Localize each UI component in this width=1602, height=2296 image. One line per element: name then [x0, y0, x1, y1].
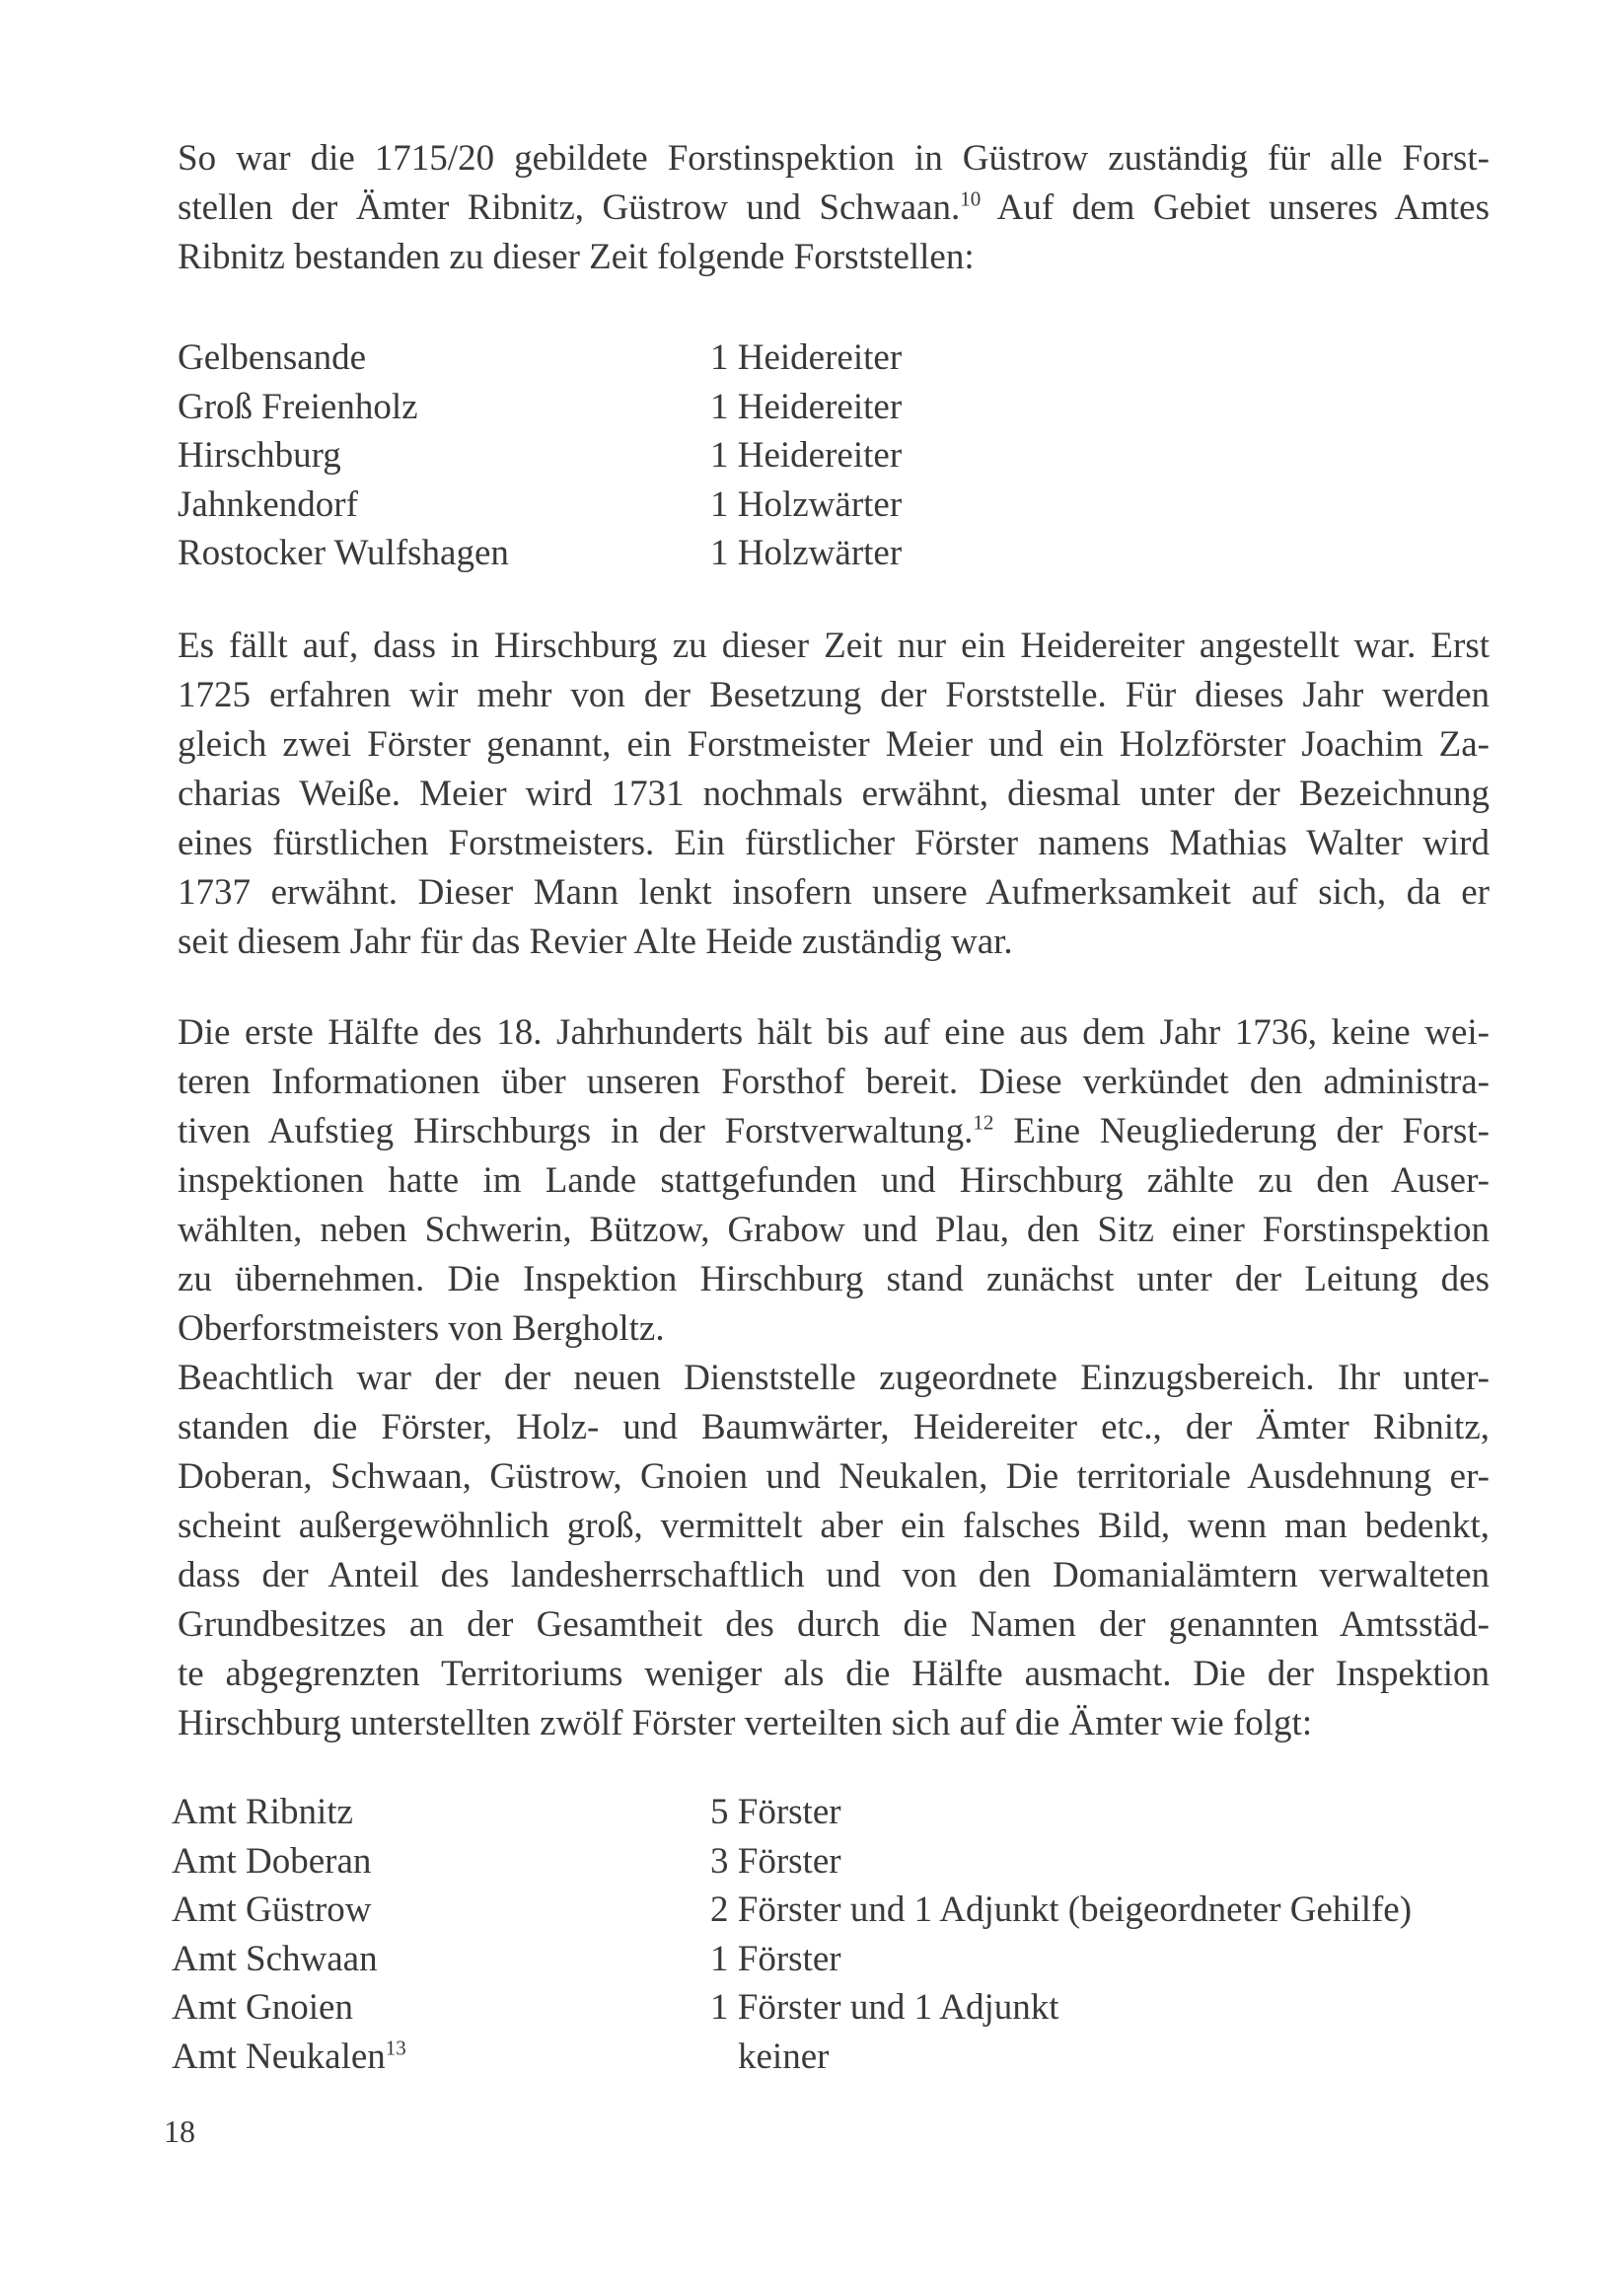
- paragraph-einzugsbereich: [178, 1354, 1490, 1748]
- text-line: Grundbesitzes an der Gesamtheit des durch die Namen der genannten Amtsstäd-: [178, 1604, 1490, 1645]
- paragraph-18th-century: [178, 1008, 1490, 1354]
- paragraph-hirschburg-staff: [178, 622, 1490, 967]
- text-line: gleich zwei Förster genannt, ein Forstmeister Meier und ein Holzförster Joachim Za-: [178, 724, 1490, 765]
- staff-count: 1 Förster und 1 Adjunkt: [710, 1987, 1059, 2028]
- text-line: [178, 184, 1490, 233]
- text-line: 1737 erwähnt. Dieser Mann lenkt insofern unsere Aufmerksamkeit auf sich, da er: [178, 872, 1490, 913]
- staff-count: 1 Heidereiter: [710, 337, 903, 378]
- list-item: [178, 481, 967, 530]
- text-line: Doberan, Schwaan, Güstrow, Gnoien und Neukalen, Die territoriale Ausdehnung er-: [178, 1456, 1490, 1497]
- text-line: Hirschburg unterstellten zwölf Förster verteilten sich auf die Ämter wie folgt:: [178, 1703, 1313, 1743]
- list-item: [178, 333, 967, 383]
- text-line: charias Weiße. Meier wird 1731 nochmals erwähnt, diesmal unter der Bezeichnung: [178, 774, 1490, 814]
- forest-posts-list: [178, 333, 967, 578]
- place-name: Groß Freienholz: [178, 386, 418, 427]
- list-item: [172, 1983, 1493, 2033]
- list-item: [178, 431, 967, 481]
- text-line: So war die 1715/20 gebildete Forstinspektion in Güstrow zuständig für alle Forst-: [178, 138, 1490, 179]
- list-item: [178, 529, 967, 578]
- text-line: wählten, neben Schwerin, Bützow, Grabow und Plau, den Sitz einer Forstinspektion: [178, 1210, 1490, 1250]
- place-name: Jahnkendorf: [178, 483, 358, 525]
- text-line: [178, 1107, 1490, 1156]
- office-name-text: Amt Neukalen: [172, 2036, 386, 2077]
- footnote-marker: 12: [973, 1110, 994, 1135]
- place-name: Gelbensande: [178, 337, 367, 378]
- office-name: Amt Güstrow: [172, 1889, 372, 1930]
- staff-count: 1 Förster: [710, 1938, 841, 1979]
- staff-count: 1 Heidereiter: [710, 435, 903, 476]
- text-line: Beachtlich war der der neuen Dienststelle zugeordnete Einzugsbereich. Ihr unter-: [178, 1358, 1490, 1398]
- text-line: Die erste Hälfte des 18. Jahrhunderts hält bis auf eine aus dem Jahr 1736, keine wei-: [178, 1012, 1490, 1053]
- staff-count: 1 Holzwärter: [710, 483, 903, 525]
- text-line: seit diesem Jahr für das Revier Alte Heide zuständig war.: [178, 922, 1013, 962]
- list-item: [172, 1935, 1493, 1984]
- staff-count: 1 Heidereiter: [710, 386, 903, 427]
- staff-count: 5 Förster: [710, 1792, 841, 1832]
- text-line: te abgegrenzten Territoriums weniger als die Hälfte ausmacht. Die der Inspektion: [178, 1654, 1490, 1694]
- paragraph-forstinspektion-intro: [178, 134, 1490, 282]
- staff-count: 3 Förster: [710, 1840, 841, 1882]
- office-name: [172, 2033, 406, 2082]
- text-line: 1725 erfahren wir mehr von der Besetzung der Forststelle. Für dieses Jahr werden: [178, 675, 1490, 715]
- text-line: teren Informationen über unseren Forsthof bereit. Diese verkündet den administra-: [178, 1062, 1490, 1102]
- list-item: [172, 1886, 1493, 1935]
- office-name: Amt Schwaan: [172, 1938, 378, 1979]
- office-name: Amt Gnoien: [172, 1987, 353, 2028]
- offices-list: [172, 1788, 1493, 2081]
- staff-count: 1 Holzwärter: [710, 533, 903, 573]
- text-segment: Auf dem Gebiet unseres Amtes: [996, 187, 1490, 228]
- text-line: Oberforstmeisters von Bergholtz.: [178, 1308, 665, 1349]
- staff-count: keiner: [738, 2036, 830, 2077]
- page-number: 18: [164, 2113, 195, 2149]
- list-item: [178, 383, 967, 432]
- text-line: zu übernehmen. Die Inspektion Hirschburg stand zunächst unter der Leitung des: [178, 1259, 1490, 1299]
- list-item: [172, 1788, 1493, 1837]
- list-item: [172, 1837, 1493, 1887]
- text-segment: tiven Aufstieg Hirschburgs in der Forstverwaltung.: [178, 1111, 974, 1151]
- text-line: standen die Förster, Holz- und Baumwärter, Heidereiter etc., der Ämter Ribnitz,: [178, 1407, 1490, 1447]
- footnote-marker: 13: [385, 2036, 406, 2060]
- footnote-marker: 10: [960, 186, 982, 211]
- office-name: Amt Doberan: [172, 1840, 372, 1882]
- staff-count: 2 Förster und 1 Adjunkt (beigeordneter Gehilfe): [710, 1889, 1413, 1930]
- text-line: Es fällt auf, dass in Hirschburg zu dieser Zeit nur ein Heidereiter angestellt war. Erst: [178, 626, 1490, 666]
- text-line: Ribnitz bestanden zu dieser Zeit folgende Forststellen:: [178, 237, 975, 277]
- text-line: dass der Anteil des landesherrschaftlich und von den Domanialämtern verwalteten: [178, 1555, 1490, 1595]
- text-line: scheint außergewöhnlich groß, vermittelt aber ein falsches Bild, wenn man bedenkt,: [178, 1506, 1490, 1546]
- list-item: [172, 2033, 1493, 2082]
- place-name: Rostocker Wulfshagen: [178, 533, 509, 573]
- text-segment: stellen der Ämter Ribnitz, Güstrow und Schwaan.: [178, 187, 961, 228]
- text-line: eines fürstlichen Forstmeisters. Ein fürstlicher Förster namens Mathias Walter wird: [178, 823, 1490, 863]
- office-name: Amt Ribnitz: [172, 1792, 353, 1832]
- text-segment: Eine Neugliederung der Forst-: [1013, 1111, 1490, 1151]
- place-name: Hirschburg: [178, 435, 341, 476]
- text-line: inspektionen hatte im Lande stattgefunden und Hirschburg zählte zu den Auser-: [178, 1160, 1490, 1201]
